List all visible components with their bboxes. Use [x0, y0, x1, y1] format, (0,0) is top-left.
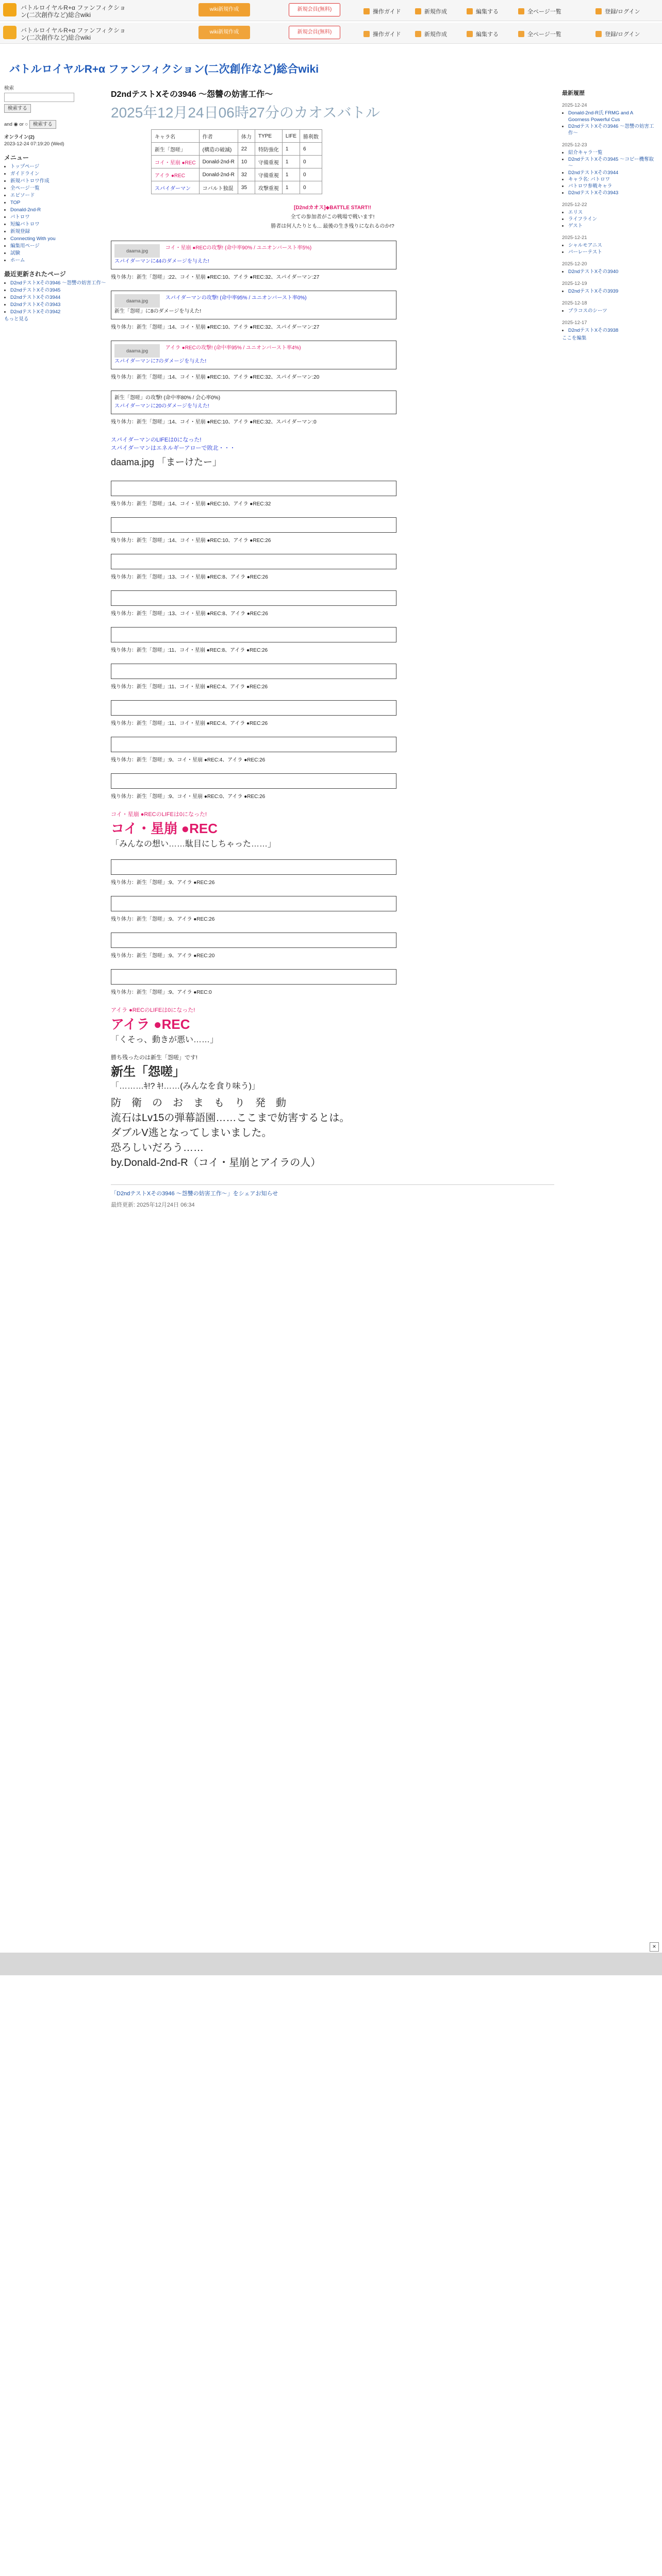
- battle-log-box: [111, 737, 396, 752]
- history-item[interactable]: ブラコスのシーツ: [568, 308, 607, 314]
- table-cell: 0: [300, 156, 322, 168]
- log-text: アイラ ●RECの攻撃! (命中率95% / ユニオンバースト率4%): [165, 345, 301, 351]
- history-date: 2025-12-24: [562, 103, 587, 108]
- log-result: スパイダーマンに20のダメージを与えた!: [114, 403, 209, 409]
- online-count: オンライン(2): [4, 134, 35, 140]
- menu-item[interactable]: TOP: [10, 200, 21, 206]
- table-cell: アイラ ●REC: [152, 168, 200, 181]
- aira-death-line: アイラ ●RECのLIFEは0になった!: [111, 1007, 195, 1013]
- koi-quote: 「みんなの想い……駄目にしちゃった……」: [111, 840, 276, 849]
- table-cell: 6: [300, 143, 322, 156]
- table-row: [152, 181, 322, 194]
- log-result: スパイダーマンに7のダメージを与えた!: [114, 359, 207, 364]
- party-table: [151, 129, 322, 194]
- table-cell: 22: [238, 143, 255, 156]
- koi-death-line: コイ・星崩 ●RECのLIFEは0になった!: [111, 811, 207, 818]
- hp-line: 残り体力：新生「怨嗟」:22、コイ・星崩 ●REC:10、アイラ ●REC:32、スパイダーマン:27: [111, 275, 320, 280]
- ad-overlay: [0, 1953, 662, 1975]
- history-item[interactable]: キャラ名: パトロワ: [568, 177, 610, 182]
- history-item[interactable]: D2ndテストXその3943: [568, 190, 619, 196]
- log-text: コイ・星崩 ●RECの攻撃! (命中率90% / ユニオンバースト率5%): [165, 245, 312, 251]
- history-date: 2025-12-19: [562, 281, 587, 286]
- hp-line: 残り体力：新生「怨嗟」:9、アイラ ●REC:26: [111, 917, 215, 922]
- history-date: 2025-12-22: [562, 202, 587, 208]
- menu-item[interactable]: 新規登録: [10, 229, 30, 234]
- table-cell: 35: [238, 181, 255, 194]
- history-item[interactable]: Donald-2nd-R氏 FRMG and A Goorness Powerful Cus: [568, 110, 633, 123]
- history-item[interactable]: パトロワ参戦キャラ: [568, 183, 613, 189]
- recent-item[interactable]: D2ndテストXその3942: [10, 309, 61, 315]
- table-cell: スパイダーマン: [152, 181, 200, 194]
- history-item[interactable]: シャルモアニス: [568, 243, 602, 248]
- wiki-new-button-2[interactable]: wiki新規作成: [198, 26, 250, 39]
- winner-line: 勝ち残ったのは新生「怨嗟」です!: [111, 1055, 198, 1061]
- menu-item[interactable]: Donald-2nd-R: [10, 207, 41, 213]
- sticky-toolbar: [0, 23, 662, 44]
- all-pages-link[interactable]: 全ページ一覧: [518, 7, 561, 15]
- search-mode-or[interactable]: or: [19, 122, 24, 127]
- table-cell: 1: [282, 143, 300, 156]
- site-logo-icon-2[interactable]: [3, 26, 16, 39]
- table-cell: 攻撃重視: [255, 181, 282, 194]
- recent-item[interactable]: D2ndテストXその3943: [10, 302, 61, 308]
- hp-line: 残り体力：新生「怨嗟」:14、コイ・星崩 ●REC:10、アイラ ●REC:32: [111, 501, 271, 507]
- table-row: [152, 143, 322, 156]
- login-link-2[interactable]: 登録/ログイン: [595, 30, 640, 38]
- edit-link-2[interactable]: 編集する: [467, 30, 499, 38]
- intro-line: 全ての参加者がこの戦場で戦います!: [290, 214, 375, 220]
- koi-name-big: コイ・星崩 ●REC: [111, 821, 218, 836]
- search-button[interactable]: 検索する: [4, 104, 31, 113]
- menu-title: メニュー: [4, 154, 29, 161]
- edit-link[interactable]: 編集する: [467, 7, 499, 15]
- battle-log-box: [111, 933, 396, 948]
- share-link[interactable]: 「D2ndテストXその3946 ～怨讐の妨害工作～」をシェアお知らせ: [111, 1191, 278, 1197]
- battle-log-box: [111, 481, 396, 496]
- main-content: [111, 88, 554, 1209]
- menu-item[interactable]: 編集用ページ: [10, 243, 40, 249]
- hp-line: 残り体力：新生「怨嗟」:13、コイ・星崩 ●REC:8、アイラ ●REC:26: [111, 611, 268, 617]
- closing-line: ダブルV逃となってしまいました。: [111, 1127, 272, 1139]
- search-button-2[interactable]: 検索する: [29, 120, 56, 129]
- hp-line: 残り体力：新生「怨嗟」:11、コイ・星崩 ●REC:4、アイラ ●REC:26: [111, 684, 268, 690]
- hp-line: 残り体力：新生「怨嗟」:11、コイ・星崩 ●REC:8、アイラ ●REC:26: [111, 648, 268, 653]
- character-image: daama.jpg: [114, 244, 160, 258]
- closing-line: 恐ろしいだろう……: [111, 1142, 204, 1154]
- table-header: LIFE: [282, 130, 300, 143]
- history-item[interactable]: エリス: [568, 210, 583, 215]
- search-mode-and[interactable]: and: [4, 122, 12, 127]
- recent-item[interactable]: D2ndテストXその3945: [10, 287, 61, 293]
- menu-item[interactable]: トップページ: [10, 164, 40, 170]
- battle-log-box: [111, 590, 396, 606]
- last-updated: 最終更新: 2025年12月24日 06:34: [111, 1202, 195, 1208]
- hp-line: 残り体力：新生「怨嗟」:11、コイ・星崩 ●REC:4、アイラ ●REC:26: [111, 721, 268, 726]
- battle-log-box: [111, 517, 396, 533]
- death-line: スパイダーマンのLIFEは0になった!: [111, 437, 202, 443]
- battle-log-box: [111, 700, 396, 716]
- table-cell: コイ・星崩 ●REC: [152, 156, 200, 168]
- aira-name-big: アイラ ●REC: [111, 1016, 190, 1032]
- menu-item[interactable]: 新規バトロワ作成: [10, 178, 49, 184]
- battle-log-box: [111, 241, 396, 269]
- table-row: [152, 156, 322, 168]
- menu-item[interactable]: ガイドライン: [10, 171, 40, 177]
- signup-button[interactable]: 新規会員(無料): [289, 3, 340, 16]
- table-cell: Donald-2nd-R: [199, 156, 238, 168]
- menu-item[interactable]: エピソード: [10, 193, 35, 198]
- winner-quote: 「………ｷ!? ｷ!……(みんなを食り味う)」: [111, 1082, 260, 1091]
- table-cell: 守備重視: [255, 156, 282, 168]
- history-item[interactable]: ライフライン: [568, 216, 598, 222]
- battle-log-box: [111, 341, 396, 369]
- history-item[interactable]: 紹介キャラ一覧: [568, 150, 603, 156]
- hp-line: 残り体力：新生「怨嗟」:14、コイ・星崩 ●REC:10、アイラ ●REC:32、スパイダーマン:27: [111, 325, 320, 330]
- closing-line: 流石はLv15の弾幕語園……ここまで妨害するとは。: [111, 1112, 350, 1124]
- battle-log-box: [111, 969, 396, 985]
- table-cell: 1: [282, 156, 300, 168]
- menu-item[interactable]: 全ページ一覧: [10, 185, 40, 191]
- table-header: 体力: [238, 130, 255, 143]
- recent-list: [4, 280, 106, 315]
- recent-item[interactable]: D2ndテストXその3946 ～怨讐の妨害工作～: [10, 280, 106, 286]
- death-line-2: スパイダーマンはエネルギーアローで敗北・・・: [111, 445, 236, 451]
- history-date: 2025-12-23: [562, 142, 587, 148]
- wiki-new-button[interactable]: wiki新規作成: [198, 3, 250, 16]
- battle-log-box: [111, 291, 396, 319]
- left-sidebar: 検索 検索する and ◉ or ○ 検索する オンライン(2) 2023-12-24 07:19:20 (Wed) メニュー • トップページ • ガイドライン • 新規バトロワ作成 • 全ページ一覧 • エピソード • TOP • Donald-2nd-R • パトロワ • 短編バトロワ • 新規登録 • Connecting With you • 編集用ページ • 試験 • ホーム 最近更新されたページ • D2ndテストXその3946 ～怨讐の妨害工作～ • D2ndテストXその3945 • D2ndテストXその3944 • D2ndテストXその3943 • D2ndテストXその3942 もっと見る: [4, 85, 106, 323]
- table-cell: Donald-2nd-R: [199, 168, 238, 181]
- history-date: 2025-12-17: [562, 320, 587, 326]
- hp-line: 残り体力：新生「怨嗟」:14、コイ・星崩 ●REC:10、アイラ ●REC:32、スパイダーマン:20: [111, 375, 320, 380]
- top-toolbar: [0, 0, 662, 21]
- new-page-link[interactable]: 新規作成: [415, 7, 447, 15]
- table-header-row: [152, 130, 322, 143]
- search-input[interactable]: [4, 93, 74, 102]
- hp-line: 残り体力：新生「怨嗟」:9、アイラ ●REC:26: [111, 880, 215, 886]
- hp-line: 残り体力：新生「怨嗟」:13、コイ・星崩 ●REC:8、アイラ ●REC:26: [111, 574, 268, 580]
- login-link[interactable]: 登録/ログイン: [595, 7, 640, 15]
- intro-block: [111, 204, 554, 231]
- history-item[interactable]: D2ndテストXその3939: [568, 289, 619, 294]
- recent-title: 最近更新されたページ: [4, 270, 66, 278]
- character-image: daama.jpg: [114, 294, 160, 308]
- page-subtitle: 2025年12月24日06時27分のカオスバトル: [111, 105, 380, 121]
- menu-item[interactable]: 試験: [10, 250, 21, 256]
- table-cell: 32: [238, 168, 255, 181]
- table-cell: 1: [282, 181, 300, 194]
- table-header: 作者: [199, 130, 238, 143]
- menu-item[interactable]: ホーム: [10, 258, 25, 263]
- history-item[interactable]: D2ndテストXその3940: [568, 269, 619, 275]
- new-page-link-2[interactable]: 新規作成: [415, 30, 447, 38]
- table-cell: 0: [300, 168, 322, 181]
- history-item[interactable]: D2ndテストXその3946 ～怨讐の妨害工作～: [568, 124, 654, 136]
- history-date: 2025-12-21: [562, 235, 587, 241]
- battle-log-box: [111, 896, 396, 911]
- aira-quote: 「くそっ、動きが悪い……」: [111, 1036, 219, 1044]
- history-item[interactable]: ゲスト: [568, 223, 583, 229]
- table-header: 勝利数: [300, 130, 322, 143]
- counter: 2023-12-24 07:19:20 (Wed): [4, 141, 64, 147]
- image-caption: daama.jpg 「まーけたー」: [111, 457, 222, 467]
- page-title: D2ndテストXその3946 ～怨讐の妨害工作～: [111, 90, 273, 99]
- table-cell: 1: [282, 168, 300, 181]
- signup-button-2[interactable]: 新規会員(無料): [289, 26, 340, 39]
- table-cell: 特防強化: [255, 143, 282, 156]
- edit-here-link[interactable]: ここを編集: [562, 335, 587, 341]
- closing-line: by.Donald-2nd-R（コイ・星崩とアイラの人）: [111, 1157, 321, 1168]
- history-title: 最新履歴: [562, 90, 585, 96]
- search-label: 検索: [4, 86, 14, 91]
- log-result: 新生「怨嗟」に8のダメージを与えた!: [114, 309, 202, 314]
- intro-line: 勝者は何人たりとも... 最後の生き残りになれるのか!?: [271, 224, 394, 229]
- site-title-sticky[interactable]: バトルロイヤルR+α ファンフィクション(二次創作など)総合wiki: [21, 27, 126, 41]
- character-image: daama.jpg: [114, 344, 160, 358]
- battle-log-box: [111, 391, 396, 414]
- recent-item[interactable]: D2ndテストXその3944: [10, 295, 61, 300]
- menu-item[interactable]: パトロワ: [10, 214, 30, 220]
- hp-line: 残り体力：新生「怨嗟」:9、コイ・星崩 ●REC:4、アイラ ●REC:26: [111, 757, 266, 763]
- table-cell: コバルト独混: [199, 181, 238, 194]
- battle-log-box: [111, 859, 396, 875]
- winner-name-big: 新生「怨嗟」: [111, 1065, 185, 1079]
- intro-line: [D2ndカオス]◆BATTLE START!!: [294, 205, 371, 211]
- right-sidebar: [562, 90, 655, 342]
- history-date: 2025-12-20: [562, 261, 587, 267]
- table-row: [152, 168, 322, 181]
- table-cell: (構造の破滅): [199, 143, 238, 156]
- guide-link-2[interactable]: 操作ガイド: [363, 30, 401, 38]
- guide-link[interactable]: 操作ガイド: [363, 7, 401, 15]
- close-icon[interactable]: ×: [650, 1942, 659, 1952]
- history-item[interactable]: D2ndテストXその3944: [568, 170, 619, 176]
- log-text: 新生「怨嗟」の攻撃! (命中率80% / 会心率0%): [114, 395, 221, 401]
- table-cell: 守備重視: [255, 168, 282, 181]
- wiki-title[interactable]: バトルロイヤルR+α ファンフィクション(二次創作など)総合wiki: [9, 63, 319, 75]
- menu-item[interactable]: 短編バトロワ: [10, 222, 40, 227]
- menu-list: [4, 163, 106, 264]
- history-date: 2025-12-18: [562, 300, 587, 306]
- closing-line: 防 衛 の お ま も り 発 動: [111, 1097, 286, 1109]
- menu-item[interactable]: Connecting With you: [10, 236, 56, 242]
- log-result: スパイダーマンに44のダメージを与えた!: [114, 259, 209, 264]
- hp-line: 残り体力：新生「怨嗟」:9、アイラ ●REC:0: [111, 990, 212, 995]
- recent-more-link[interactable]: もっと見る: [4, 316, 29, 322]
- battle-log-box: [111, 664, 396, 679]
- table-cell: 新生「怨嗟」: [152, 143, 200, 156]
- history-item[interactable]: パーレーテスト: [568, 249, 602, 255]
- table-cell: 0: [300, 181, 322, 194]
- site-logo-icon[interactable]: [3, 3, 16, 16]
- battle-log-box: [111, 773, 396, 789]
- hp-line: 残り体力：新生「怨嗟」:9、コイ・星崩 ●REC:0、アイラ ●REC:26: [111, 794, 266, 800]
- history-item[interactable]: D2ndテストXその3938: [568, 328, 619, 333]
- table-cell: 10: [238, 156, 255, 168]
- site-title-top[interactable]: バトルロイヤルR+α ファンフィクション(二次創作など)総合wiki: [21, 4, 126, 19]
- log-text: スパイダーマンの攻撃! (命中率95% / ユニオンバースト率0%): [165, 295, 307, 301]
- table-header: TYPE: [255, 130, 282, 143]
- table-header: キャラ名: [152, 130, 200, 143]
- hp-line: 残り体力：新生「怨嗟」:14、コイ・星崩 ●REC:10、アイラ ●REC:26: [111, 538, 271, 544]
- battle-log-box: [111, 554, 396, 569]
- hp-line: 残り体力：新生「怨嗟」:9、アイラ ●REC:20: [111, 953, 215, 959]
- all-pages-link-2[interactable]: 全ページ一覧: [518, 30, 561, 38]
- history-item[interactable]: D2ndテストXその3945 ～コピー機奪取～: [568, 157, 654, 169]
- hp-line: 残り体力：新生「怨嗟」:14、コイ・星崩 ●REC:10、アイラ ●REC:32、スパイダーマン:0: [111, 419, 317, 425]
- battle-log-box: [111, 627, 396, 642]
